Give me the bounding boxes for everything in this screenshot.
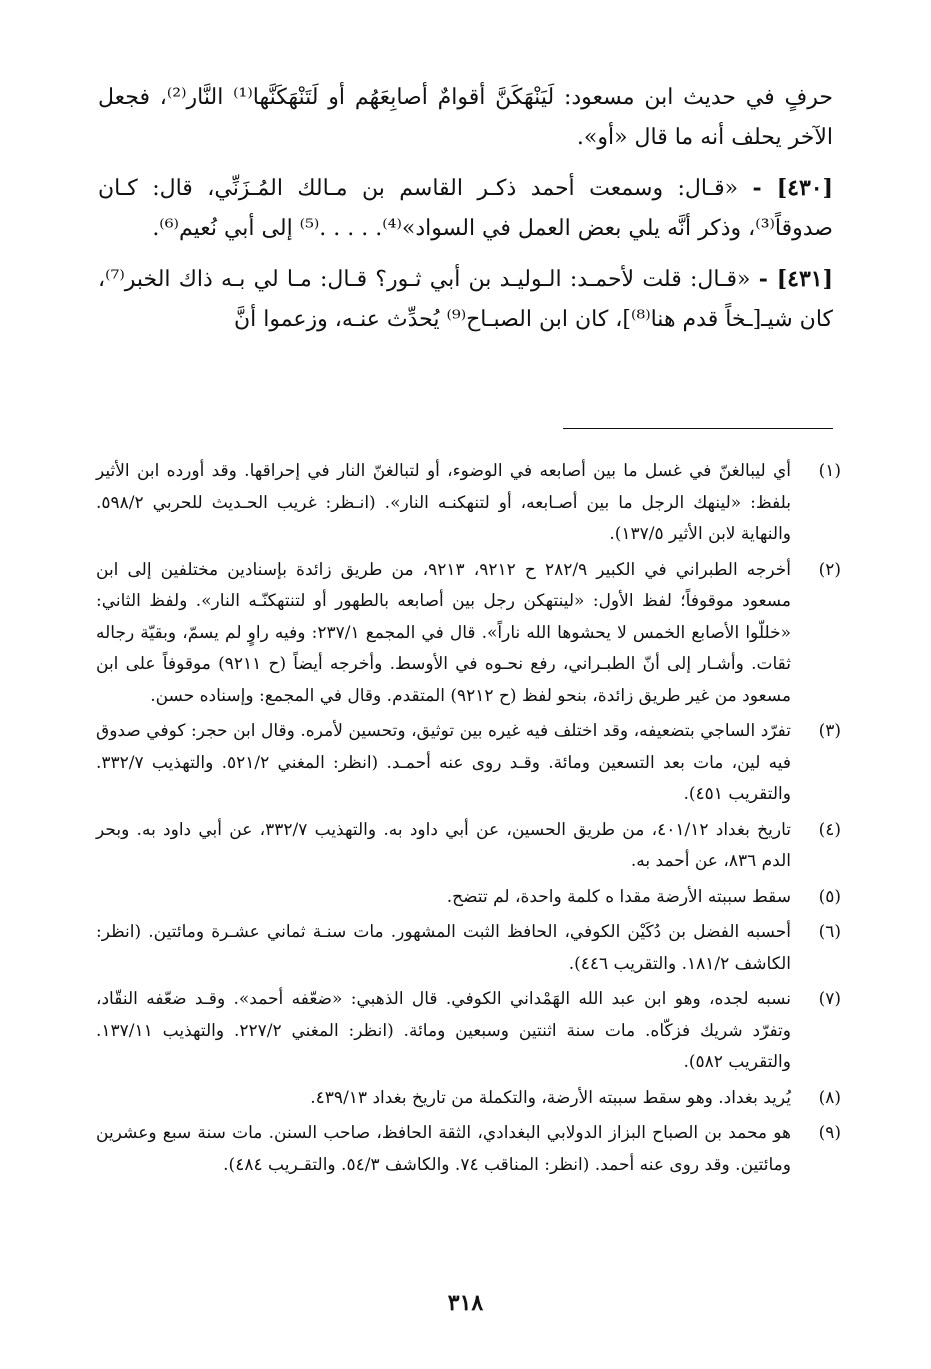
footnote-4 [96,815,841,878]
paragraph-number: [٤٣١] - [758,266,834,292]
paragraph-430 [98,168,833,249]
paragraph-431 [98,259,833,340]
paragraph-text: «قـال: قلت لأحمـد: الـوليـد بن أبي ثـور؟ قـال: مـا لي بـه ذاك الخبر⁽⁷⁾، كان شيـ[ـخاً قدم هنا⁽⁸⁾]، كان ابن الصبـاح⁽⁹⁾ يُحدِّث عنـه، وزعموا أنَّ [98,267,833,332]
paragraph-number: [٤٣٠] - [752,175,833,201]
footnote-separator [563,428,833,429]
footnote-text: يُريد بغداد. وهو سقط سببته الأرضة، والتكملة من تاريخ بغداد ٤٣٩/١٣. [310,1087,791,1108]
footnote-number: (٩) [818,1123,841,1143]
footnote-number: (٤) [818,819,841,840]
footnote-number: (٨) [818,1087,841,1108]
paragraph-text: «قـال: وسمعت أحمد ذكـر القاسم بن مـالك المُـزَنِّي، قال: كـان صدوقاً⁽³⁾، وذكر أنَّه يلي بعض العمل في السواد»⁽⁴⁾. . . . .⁽⁵⁾ إلى أبي نُعيم⁽⁶⁾. [98,176,833,241]
footnote-text: أي ليبالغنّ في غسل ما بين أصابعه في الوضوء، أو لتبالغنّ النار في إحراقها. وقد أورده ابن الأثير بلفظ: «لينهك الرجل ما بين أصـابعه، أو لتنهكنـه النار». (انـظر: غريب الحـديث للحربي ٥٩٨/٢. والنهاية لابن الأثير ١٣٧/٥). [96,461,791,544]
main-text [98,78,833,350]
footnotes [96,456,841,1185]
paragraph-text: حرفٍ في حديث ابن مسعود: لَيَنْهَكَنَّ أقوامٌ أصابِعَهُم أو لَتَنْهَكَنَّها⁽¹⁾ النَّار⁽²⁾، فجعل الآخر يحلف أنه ما قال «أو». [98,85,833,150]
footnote-text: هو محمد بن الصباح البزاز الدولابي البغدادي، الثقة الحافظ، صاحب السنن. مات سنة سبع وعشرين ومائتين. وقد روى عنه أحمد. (انظر: المناقب ٧٤. والكاشف ٥٤/٣. والتقـريب ٤٨٤). [96,1123,791,1175]
footnote-number: (٣) [818,721,841,741]
footnote-number: (٧) [818,989,841,1009]
footnote-number: (١) [818,461,841,481]
footnote-5 [96,882,841,914]
footnote-7 [96,984,841,1079]
footnote-9 [96,1118,841,1181]
footnote-number: (٦) [818,922,841,942]
footnote-text: تاريخ بغداد ٤٠١/١٢، من طريق الحسين، عن أبي داود به. والتهذيب ٣٣٢/٧، عن أبي داود به. وبحر الدم ٨٣٦، عن أحمد به. [96,819,791,871]
footnote-text: أحسبه الفضل بن دُكَيْن الكوفي، الحافظ الثبت المشهور. مات سنـة ثماني عشـرة ومائتين. (انظر: الكاشف ١٨١/٢. والتقريب ٤٤٦). [96,922,791,974]
footnote-6 [96,917,841,980]
footnote-1 [96,456,841,551]
footnote-2 [96,555,841,713]
footnote-text: سقط سببته الأرضة مقدا ه كلمة واحدة، لم تتضح. [446,886,791,907]
footnote-8 [96,1083,841,1115]
footnote-3 [96,716,841,811]
footnote-number: (٢) [818,559,841,580]
footnote-text: تفرّد الساجي بتضعيفه، وقد اختلف فيه غيره بين توثيق، وتحسين لأمره. وقال ابن حجر: كوفي صدوق فيه لين، مات بعد التسعين ومائة. وقـد روى عنه أحمـد. (انظر: المغني ٥٢١/٢. والتهذيب ٣٣٢/٧. والتقريب ٤٥١). [96,721,792,804]
page-number: ٣١٨ [447,1290,484,1316]
footnote-text: أخرجه الطبراني في الكبير ٢٨٢/٩ ح ٩٢١٢، ٩٢١٣، من طريق زائدة بإسنادين مختلفين إلى ابن مسعود موقوفاً؛ لفظ الأول: «لينتهكن رجل بين أصابعه بالطهور أو لتنتهكنّـه النار». ولفظ الثاني: «خللّوا الأصابع الخمس لا يحشوها الله ناراً». قال في المجمع ٢٣٧/١: وفيه راوٍ لم يسمّ، وبقيّة رجاله ثقات. وأشـار إلى أنّ الطبـراني، رفع نحـوه في الأوسط. وأخرجه أيضاً (ح ٩٢١١) موقوفاً على ابن مسعود من غير طريق زائدة، بنحو لفظ (ح ٩٢١٢) المتقدم. وقال في المجمع: وإسناده حسن. [96,559,792,706]
footnote-text: نسبه لجده، وهو ابن عبد الله الهَمْداني الكوفي. قال الذهبي: «ضعّفه أحمد». وقـد ضعّفه النقّاد، وتفرّد شريك فزكّاه. مات سنة اثنتين وسبعين ومائة. (انظر: المغني ٢٢٧/٢. والتهذيب ١٣٧/١١. والتقريب ٥٨٢). [96,989,791,1072]
footnote-number: (٥) [818,886,841,907]
paragraph-continuation [98,78,833,158]
